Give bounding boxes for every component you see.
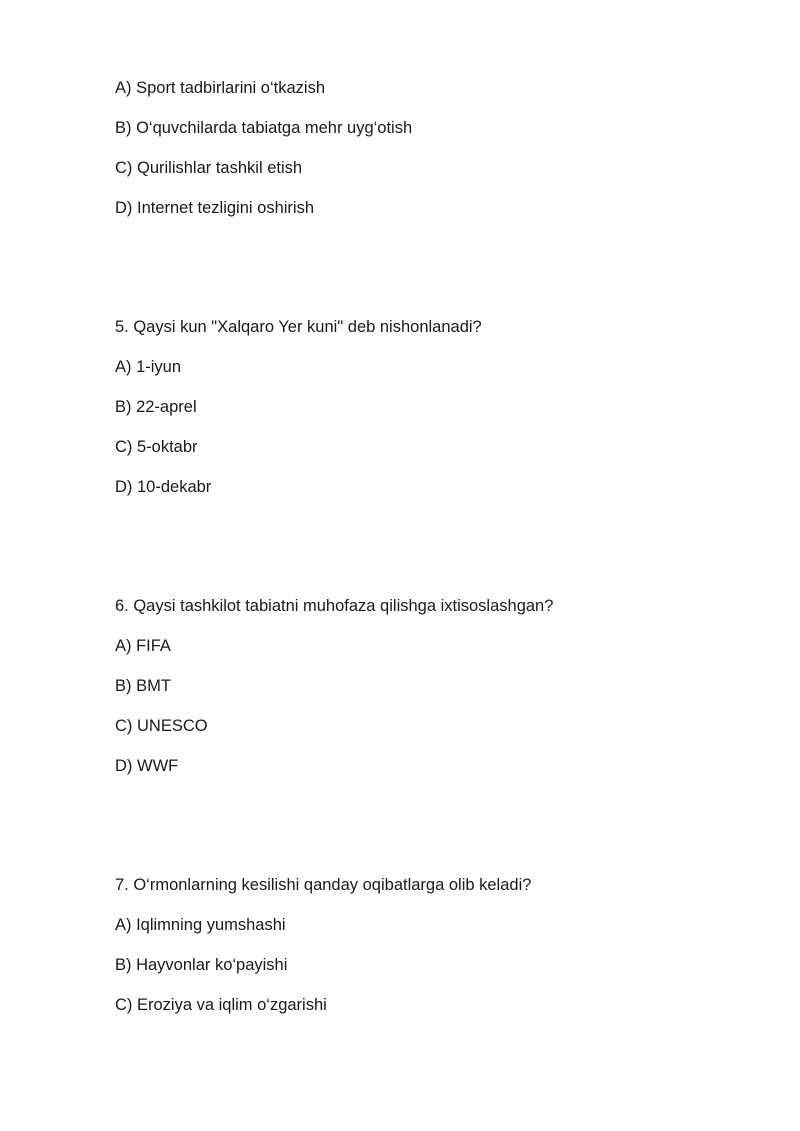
question-5: 5. Qaysi kun "Xalqaro Yer kuni" deb nishonlanadi? bbox=[115, 318, 482, 336]
q5-option-c: C) 5-oktabr bbox=[115, 438, 198, 456]
q6-option-b: B) BMT bbox=[115, 677, 171, 695]
q5-option-a: A) 1-iyun bbox=[115, 358, 182, 376]
q6-option-a: A) FIFA bbox=[115, 637, 171, 655]
q7-option-a: A) Iqlimning yumshashi bbox=[115, 916, 286, 934]
q6-option-c: C) UNESCO bbox=[115, 717, 208, 735]
q5-option-d: D) 10-dekabr bbox=[115, 478, 212, 496]
option-b: B) O‘quvchilarda tabiatga mehr uyg‘otish bbox=[115, 119, 413, 137]
q5-option-b: B) 22-aprel bbox=[115, 398, 197, 416]
q7-option-b: B) Hayvonlar ko‘payishi bbox=[115, 956, 288, 974]
option-a: A) Sport tadbirlarini o‘tkazish bbox=[115, 79, 326, 97]
q7-option-c: C) Eroziya va iqlim o‘zgarishi bbox=[115, 996, 327, 1014]
question-6: 6. Qaysi tashkilot tabiatni muhofaza qilishga ixtisoslashgan? bbox=[115, 597, 554, 615]
question-7: 7. O‘rmonlarning kesilishi qanday oqibatlarga olib keladi? bbox=[115, 876, 532, 894]
option-c: C) Qurilishlar tashkil etish bbox=[115, 159, 303, 177]
option-d: D) Internet tezligini oshirish bbox=[115, 199, 314, 217]
q6-option-d: D) WWF bbox=[115, 757, 179, 775]
